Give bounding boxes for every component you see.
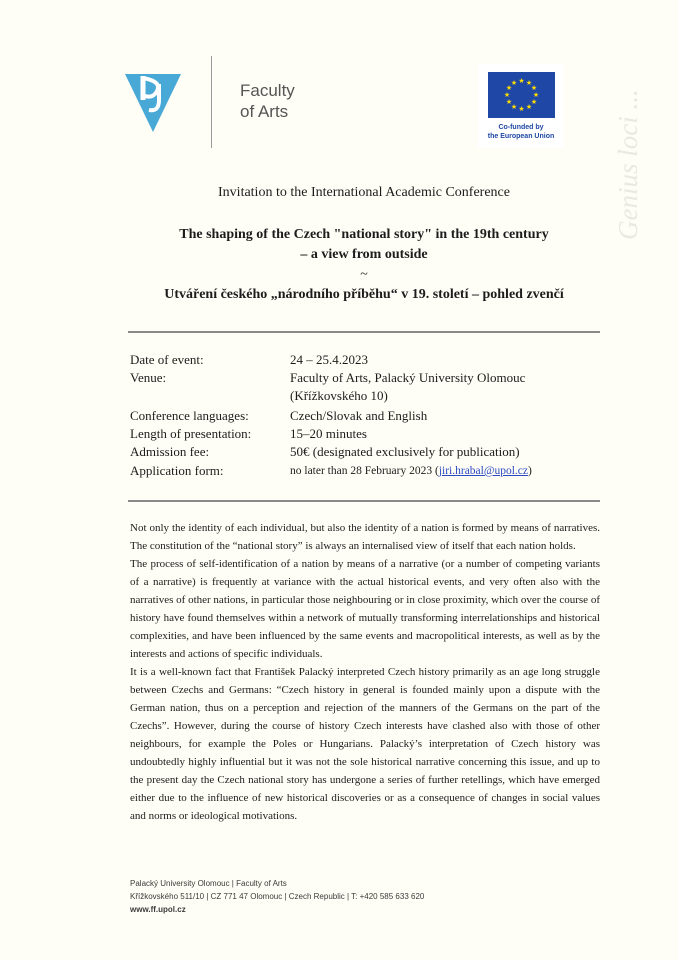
svg-text:★: ★	[530, 84, 538, 92]
form-deadline: no later than 28 February 2023 (	[290, 465, 439, 477]
paragraph-2: The process of self-identification of a nation by means of a narrative (or a number of competing variants of a narrative) is frequently at variance with the actual historical events, and very often also with the narratives of other nations, in particular those neighbouring or in close proximity, which over the course of history have found themselves within a network of mutually transforming interrelationships and historical complexities, and have been influenced by the same events and macropolitical interests, as well as by the interests and actions of specific individuals.	[130, 558, 600, 660]
upol-logo	[123, 72, 183, 134]
footer-website: www.ff.upol.cz	[130, 905, 186, 914]
title-separator: ~	[360, 267, 368, 282]
paragraph-3: It is a well-known fact that František Palacký interpreted Czech history primarily as an age long struggle between Czechs and Germans: “Czech history in general is founded mainly upon a dispute with the German nation, thus on a perception and rejection of the manners of the Germans on the part of the Czechs”. However, during the course of history Czech interests have clashed also with those of other neighbours, for example the Poles or Hungarians. Palacký’s interpretation of Czech history was undoubtedly highly influential but it was not the sole historical narrative concerning this issue, and up to the present day the Czech national story has undergone a series of further retellings, which have emerged either due to the influence of new historical discoveries or as a consequence of changes in social values and norms or ideological motivations.	[130, 666, 600, 822]
date-value: 24 – 25.4.2023	[290, 352, 368, 367]
form-label: Application form:	[130, 463, 224, 478]
venue-value: Faculty of Arts, Palacký University Olomouc	[290, 370, 526, 385]
svg-text:★: ★	[518, 105, 525, 113]
svg-text:★: ★	[530, 98, 538, 106]
svg-text:★: ★	[505, 84, 513, 92]
eu-cofunded-logo	[478, 64, 564, 148]
logo-divider	[211, 56, 212, 148]
conference-title-line1: The shaping of the Czech "national story" in the 19th century	[179, 227, 549, 242]
svg-text:★: ★	[510, 79, 518, 87]
date-label: Date of event:	[130, 352, 204, 367]
svg-text:★: ★	[525, 79, 533, 87]
genius-loci-watermark	[585, 40, 665, 250]
footer-line1: Palacký University Olomouc | Faculty of Arts	[130, 879, 287, 888]
languages-label: Conference languages:	[130, 408, 249, 423]
body-text	[130, 519, 600, 825]
svg-text:★: ★	[503, 91, 511, 99]
eu-stars-icon	[488, 72, 555, 118]
length-value: 15–20 minutes	[290, 426, 367, 441]
form-close: )	[527, 465, 532, 477]
venue-address: (Křížkovského 10)	[290, 388, 388, 403]
paragraph-1: Not only the identity of each individual, but also the identity of a nation is formed by means of narratives. The constitution of the “national story” is always an internalised view of itself that each nation holds.	[130, 522, 600, 552]
venue-label: Venue:	[130, 370, 167, 385]
length-label: Length of presentation:	[130, 426, 252, 441]
footer-line2: Křížkovského 511/10 | CZ 771 47 Olomouc | Czech Republic | T: +420 585 633 620	[130, 892, 425, 901]
svg-text:★: ★	[505, 98, 513, 106]
svg-text:★: ★	[532, 91, 540, 99]
svg-text:★: ★	[525, 103, 533, 111]
email-link[interactable]: jiri.hrabal@upol.cz	[438, 465, 528, 477]
svg-text:★: ★	[518, 77, 525, 85]
divider-top	[128, 331, 600, 333]
footer	[130, 877, 424, 916]
conference-title-line2: – a view from outside	[300, 247, 428, 262]
svg-text:★: ★	[510, 103, 518, 111]
conference-title-czech: Utváření českého „národního příběhu“ v 19. století – pohled zvenčí	[164, 287, 564, 302]
form-value	[290, 462, 532, 480]
eu-cofunded-label: Co-funded by the European Union	[487, 124, 555, 140]
faculty-name: Faculty of Arts	[240, 81, 295, 121]
divider-bottom	[128, 500, 600, 502]
eu-flag-icon	[488, 72, 555, 118]
languages-value: Czech/Slovak and English	[290, 408, 428, 423]
fee-value: 50€ (designated exclusively for publication)	[290, 444, 520, 459]
fee-label: Admission fee:	[130, 444, 210, 459]
svg-text:Genius loci ...: Genius loci ...	[613, 89, 643, 240]
invitation-heading: Invitation to the International Academic Conference	[218, 185, 510, 200]
